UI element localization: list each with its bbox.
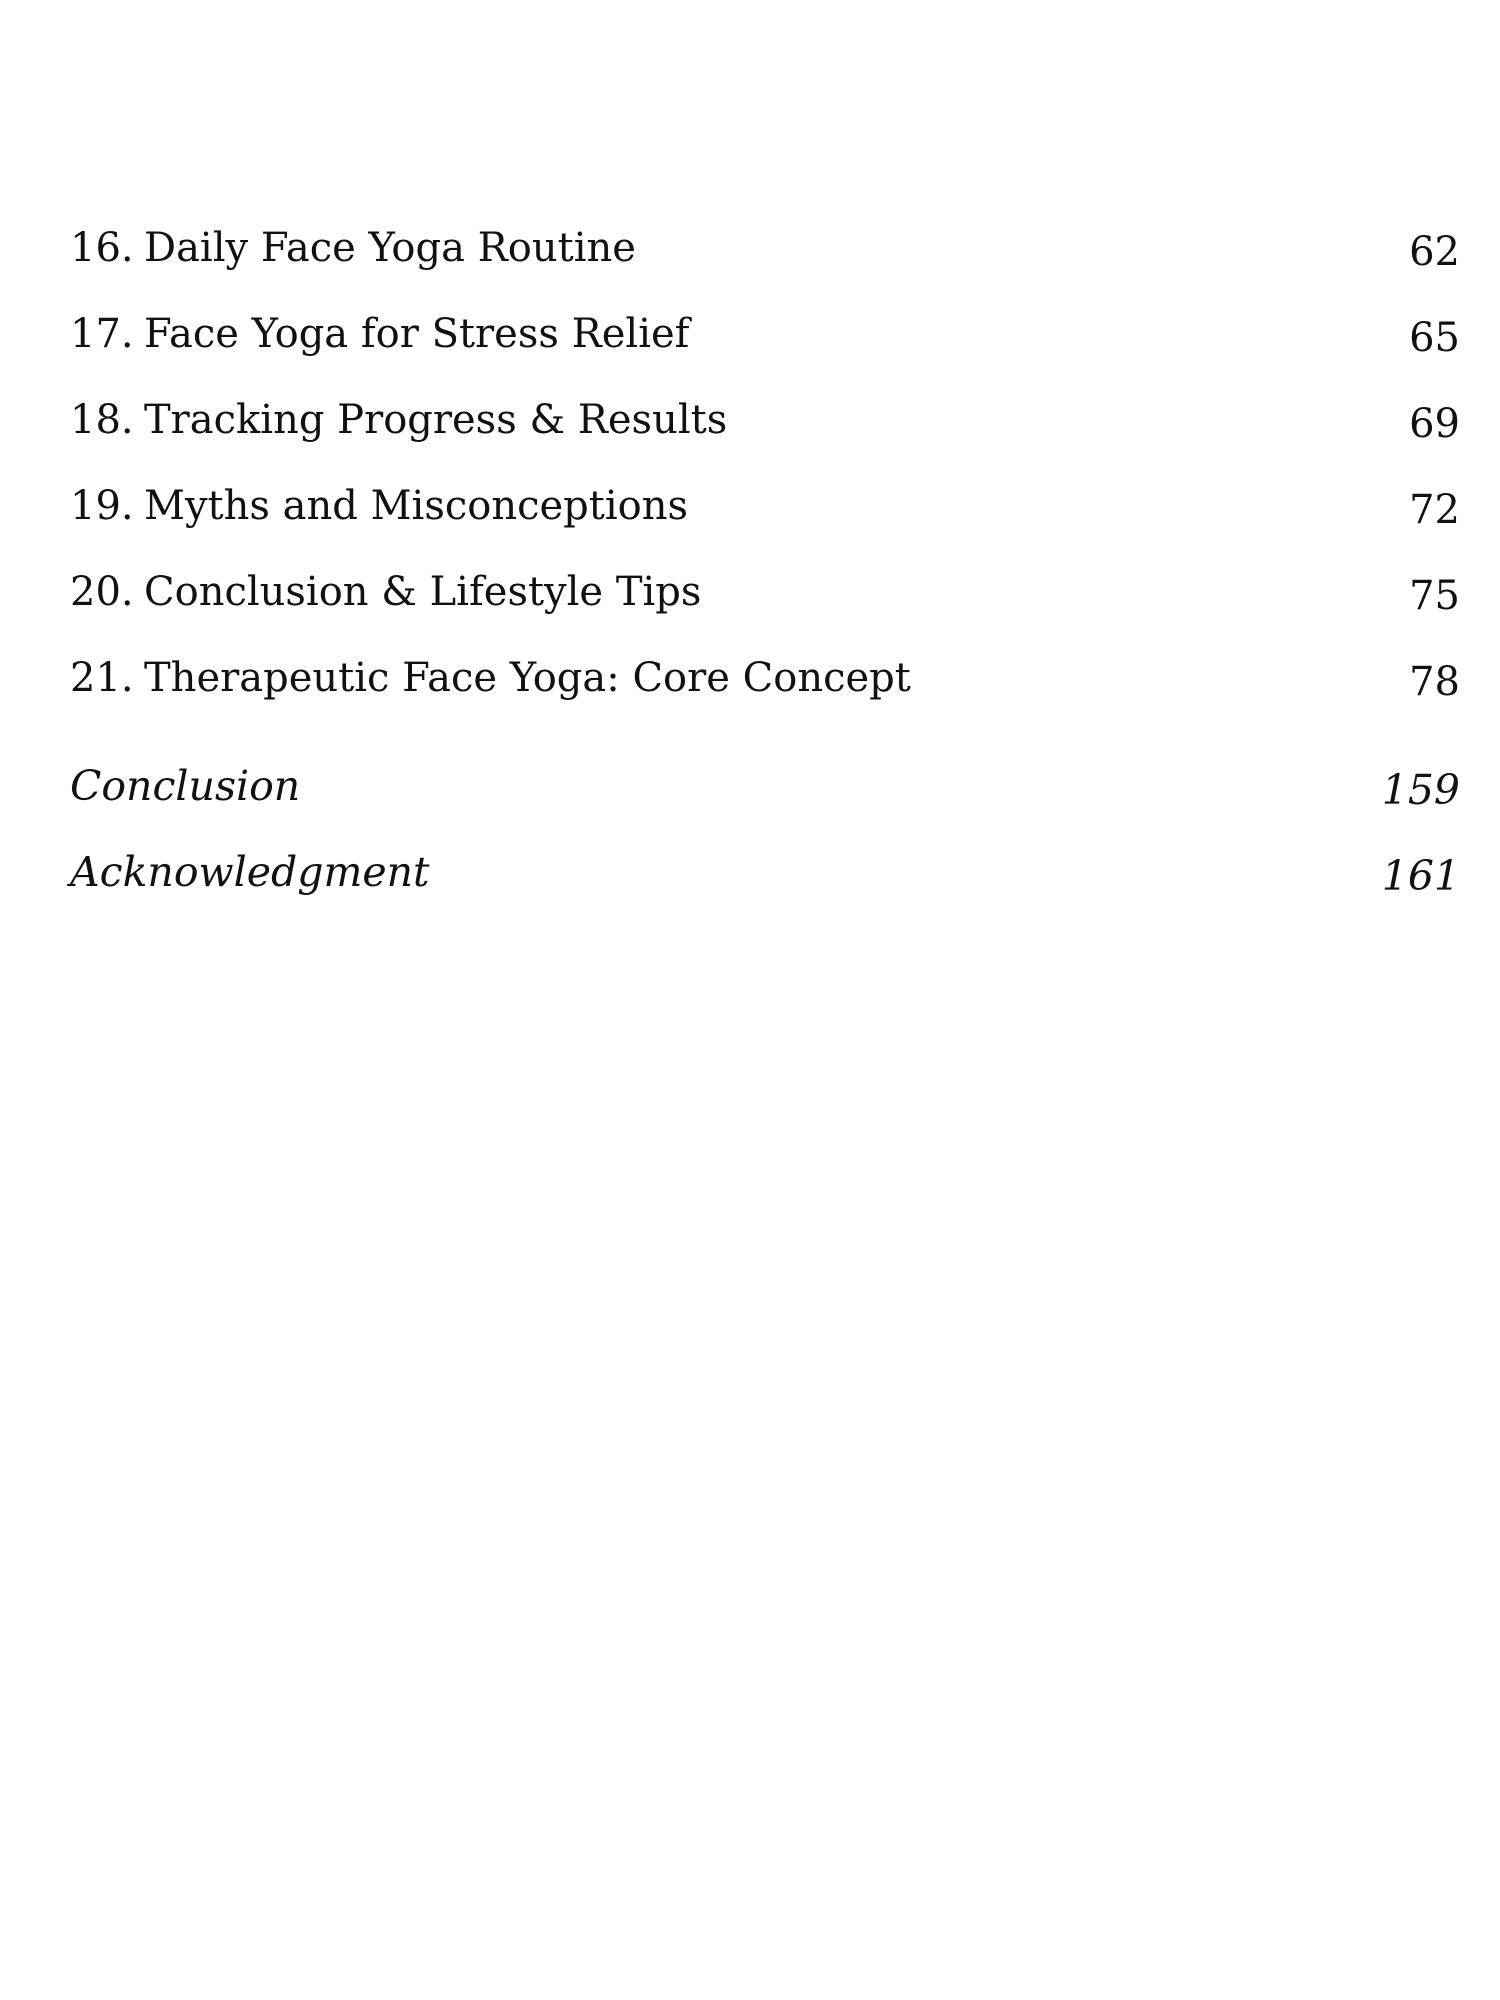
toc-entry-21[interactable] <box>70 640 1460 726</box>
page-number: 78 <box>1409 659 1460 705</box>
chapter-title: Myths and Misconceptions <box>144 483 689 529</box>
page-number: 65 <box>1409 315 1460 361</box>
chapter-title: Face Yoga for Stress Relief <box>144 311 690 357</box>
chapter-title: Conclusion & Lifestyle Tips <box>144 569 702 615</box>
backmatter-title: Conclusion <box>70 762 301 810</box>
chapter-number: 21. <box>70 655 134 701</box>
page-number: 69 <box>1409 401 1460 447</box>
backmatter-list <box>70 758 1460 930</box>
toc-entry-19[interactable] <box>70 468 1460 554</box>
toc-entry-18[interactable] <box>70 382 1460 468</box>
chapter-title: Daily Face Yoga Routine <box>144 225 636 271</box>
page-number: 75 <box>1409 573 1460 619</box>
backmatter-title: Acknowledgment <box>70 848 430 896</box>
toc-entry-17[interactable] <box>70 296 1460 382</box>
toc-entry-16[interactable] <box>70 210 1460 296</box>
toc-entry-conclusion[interactable] <box>70 758 1460 844</box>
toc-entry-20[interactable] <box>70 554 1460 640</box>
chapter-number: 19. <box>70 483 134 529</box>
chapter-title: Tracking Progress & Results <box>144 397 728 443</box>
chapter-title: Therapeutic Face Yoga: Core Concept <box>144 655 911 701</box>
page-number: 62 <box>1409 229 1460 275</box>
chapter-number: 17. <box>70 311 134 357</box>
chapter-number: 20. <box>70 569 134 615</box>
page-number: 72 <box>1409 487 1460 533</box>
page-number: 161 <box>1381 852 1460 900</box>
chapter-number: 16. <box>70 225 134 271</box>
page-number: 159 <box>1381 766 1460 814</box>
toc-entry-acknowledgment[interactable] <box>70 844 1460 930</box>
chapter-number: 18. <box>70 397 134 443</box>
table-of-contents <box>70 210 1460 726</box>
